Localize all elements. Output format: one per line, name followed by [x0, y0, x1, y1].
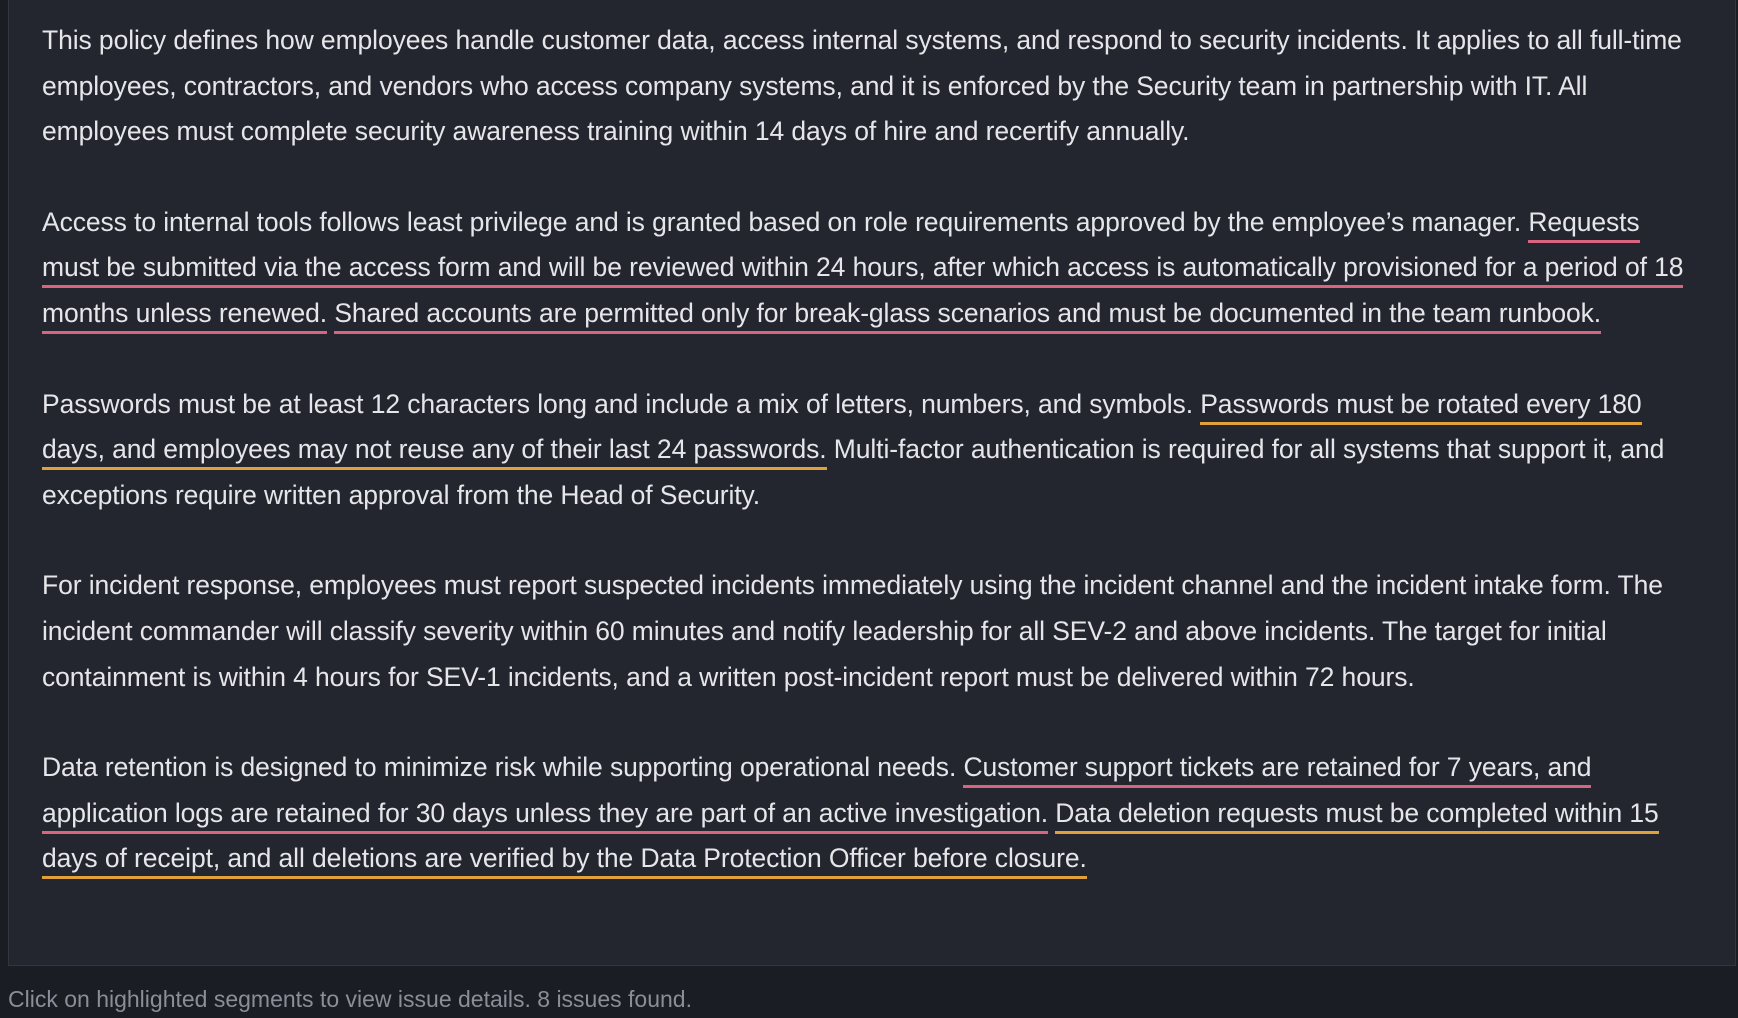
paragraph-text: Access to internal tools follows least privilege and is granted based on role requirements approved by the employee’s manager.: [42, 206, 1529, 237]
issue-segment-password-rotation[interactable]: Passwords must be rotated every 180 days, and employees may not reuse any of their last 24 passwords.: [42, 389, 1642, 471]
policy-paragraph-data-retention: [42, 745, 1703, 882]
issue-segment-deletion-requests[interactable]: Data deletion requests must be completed within 15 days of receipt, and all deletions are verified by the Data Protection Officer before closure.: [42, 798, 1659, 880]
paragraph-text: Multi-factor authentication is required for all systems that support it, and exceptions require written approval from the Head of Security.: [42, 434, 1665, 510]
paragraph-text: This policy defines how employees handle customer data, access internal systems, and respond to security incidents. It applies to all full-time employees, contractors, and vendors who access company systems, and it is enforced by the Security team in partnership with IT. All employees must complete security awareness training within 14 days of hire and recertify annually.: [42, 25, 1682, 147]
document-panel: [8, 0, 1736, 966]
paragraph-text: Passwords must be at least 12 characters long and include a mix of letters, numbers, and symbols.: [42, 388, 1201, 419]
issue-segment-access-requests[interactable]: Requests must be submitted via the access form and will be reviewed within 24 hours, after which access is automatically provisioned for a period of 18 months unless renewed.: [42, 207, 1683, 334]
paragraph-text: For incident response, employees must report suspected incidents immediately using the incident channel and the incident intake form. The incident commander will classify severity within 60 minutes and notify leadership for all SEV-2 and above incidents. The target for initial containment is within 4 hours for SEV-1 incidents, and a written post-incident report must be delivered within 72 hours.: [42, 570, 1663, 692]
paragraph-text: Data retention is designed to minimize risk while supporting operational needs.: [42, 752, 964, 783]
issue-segment-shared-accounts[interactable]: Shared accounts are permitted only for break-glass scenarios and must be documented in the team runbook.: [334, 298, 1601, 334]
issue-status-text: Click on highlighted segments to view issue details. 8 issues found.: [8, 986, 692, 1012]
policy-paragraph-access: [42, 200, 1703, 337]
issue-segment-retention-periods[interactable]: Customer support tickets are retained for 7 years, and application logs are retained for 30 days unless they are part of an active investigation.: [42, 752, 1591, 834]
policy-paragraph-incident-response: [42, 563, 1703, 700]
policy-paragraph-overview: [42, 18, 1703, 155]
policy-paragraph-passwords: [42, 382, 1703, 519]
